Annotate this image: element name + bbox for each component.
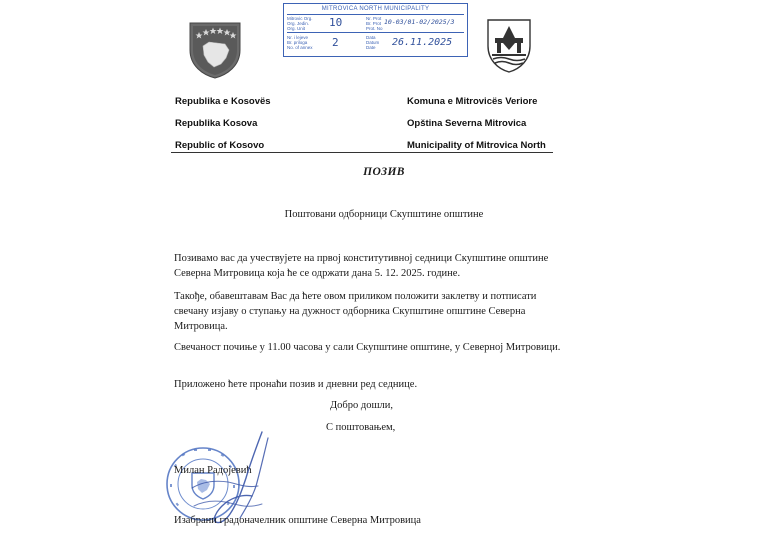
stamp-label: Mitrovic Org. [287, 16, 313, 21]
closing-regards: С поштовањем, [326, 422, 396, 433]
stamp-label: Br. Prot [366, 21, 382, 26]
stamp-header: MITROVICA NORTH MUNICIPALITY [321, 6, 430, 12]
header-right-albanian: Komuna e Mitrovicës Veriore [407, 96, 538, 107]
stamp-label: Data [366, 35, 376, 40]
stamp-protocol-no: 10-03/01-02/2025/3 [384, 18, 455, 26]
stamp-label: Date [366, 45, 376, 50]
registration-stamp [283, 3, 468, 57]
closing-welcome: Добро дошли, [330, 400, 394, 411]
stamp-org-unit: 10 [329, 16, 343, 29]
header-left-albanian: Republika e Kosovës [175, 96, 271, 107]
header-left-english: Republic of Kosovo [175, 140, 265, 151]
stamp-label: Nr. Prot [366, 16, 382, 21]
signatory-name: Милан Радојевић [174, 465, 252, 476]
mitrovica-north-emblem-icon [486, 18, 532, 74]
header-divider [171, 152, 553, 153]
greeting: Поштовани одборници Скупштине општине [284, 209, 484, 220]
stamp-annex-count: 2 [332, 36, 339, 49]
paragraph-ceremony: Свечаност почиње у 11.00 часова у сали Скупштине општине, у Северној Митровици. [174, 342, 561, 353]
paragraph-attachment: Приложено ћете пронаћи позив и дневни ред седнице. [174, 379, 418, 390]
stamp-divider [287, 14, 464, 15]
stamp-label: Br. priloga [287, 40, 308, 45]
document-title: ПОЗИВ [363, 166, 405, 178]
stamp-label: Datum [366, 40, 380, 45]
header-right-english: Municipality of Mitrovica North [407, 140, 546, 151]
handwritten-signature [172, 428, 282, 528]
stamp-label: Prot. No [366, 26, 383, 31]
paragraph-oath: Такође, обавештавам Вас да ћете овом приликом положити заклетву и потписати свечану изјаву о ступању на дужност одборника Скупштине општине Северна Митровица. [174, 291, 537, 332]
header-left-serbian: Republika Kosova [175, 118, 258, 129]
kosovo-coat-of-arms-icon [187, 20, 243, 80]
stamp-date: 26.11.2025 [392, 37, 453, 48]
stamp-label: No. of annex [287, 45, 313, 50]
paragraph-invitation: Позивамо вас да учествујете на првој конститутивној седници Скупштине општине Северна Митровица која ће се одржати дана 5. 12. 2025. године. [174, 253, 549, 279]
header-right-serbian: Opština Severna Mitrovica [407, 118, 527, 129]
signatory-role: Изабрани градоначелник општине Северна Митровица [174, 515, 421, 526]
stamp-label: Org. Jedin. [287, 21, 310, 26]
stamp-divider [287, 32, 464, 33]
stamp-label: Nr. i lejeve [287, 35, 309, 40]
stamp-label: Org. Unit [287, 26, 306, 31]
